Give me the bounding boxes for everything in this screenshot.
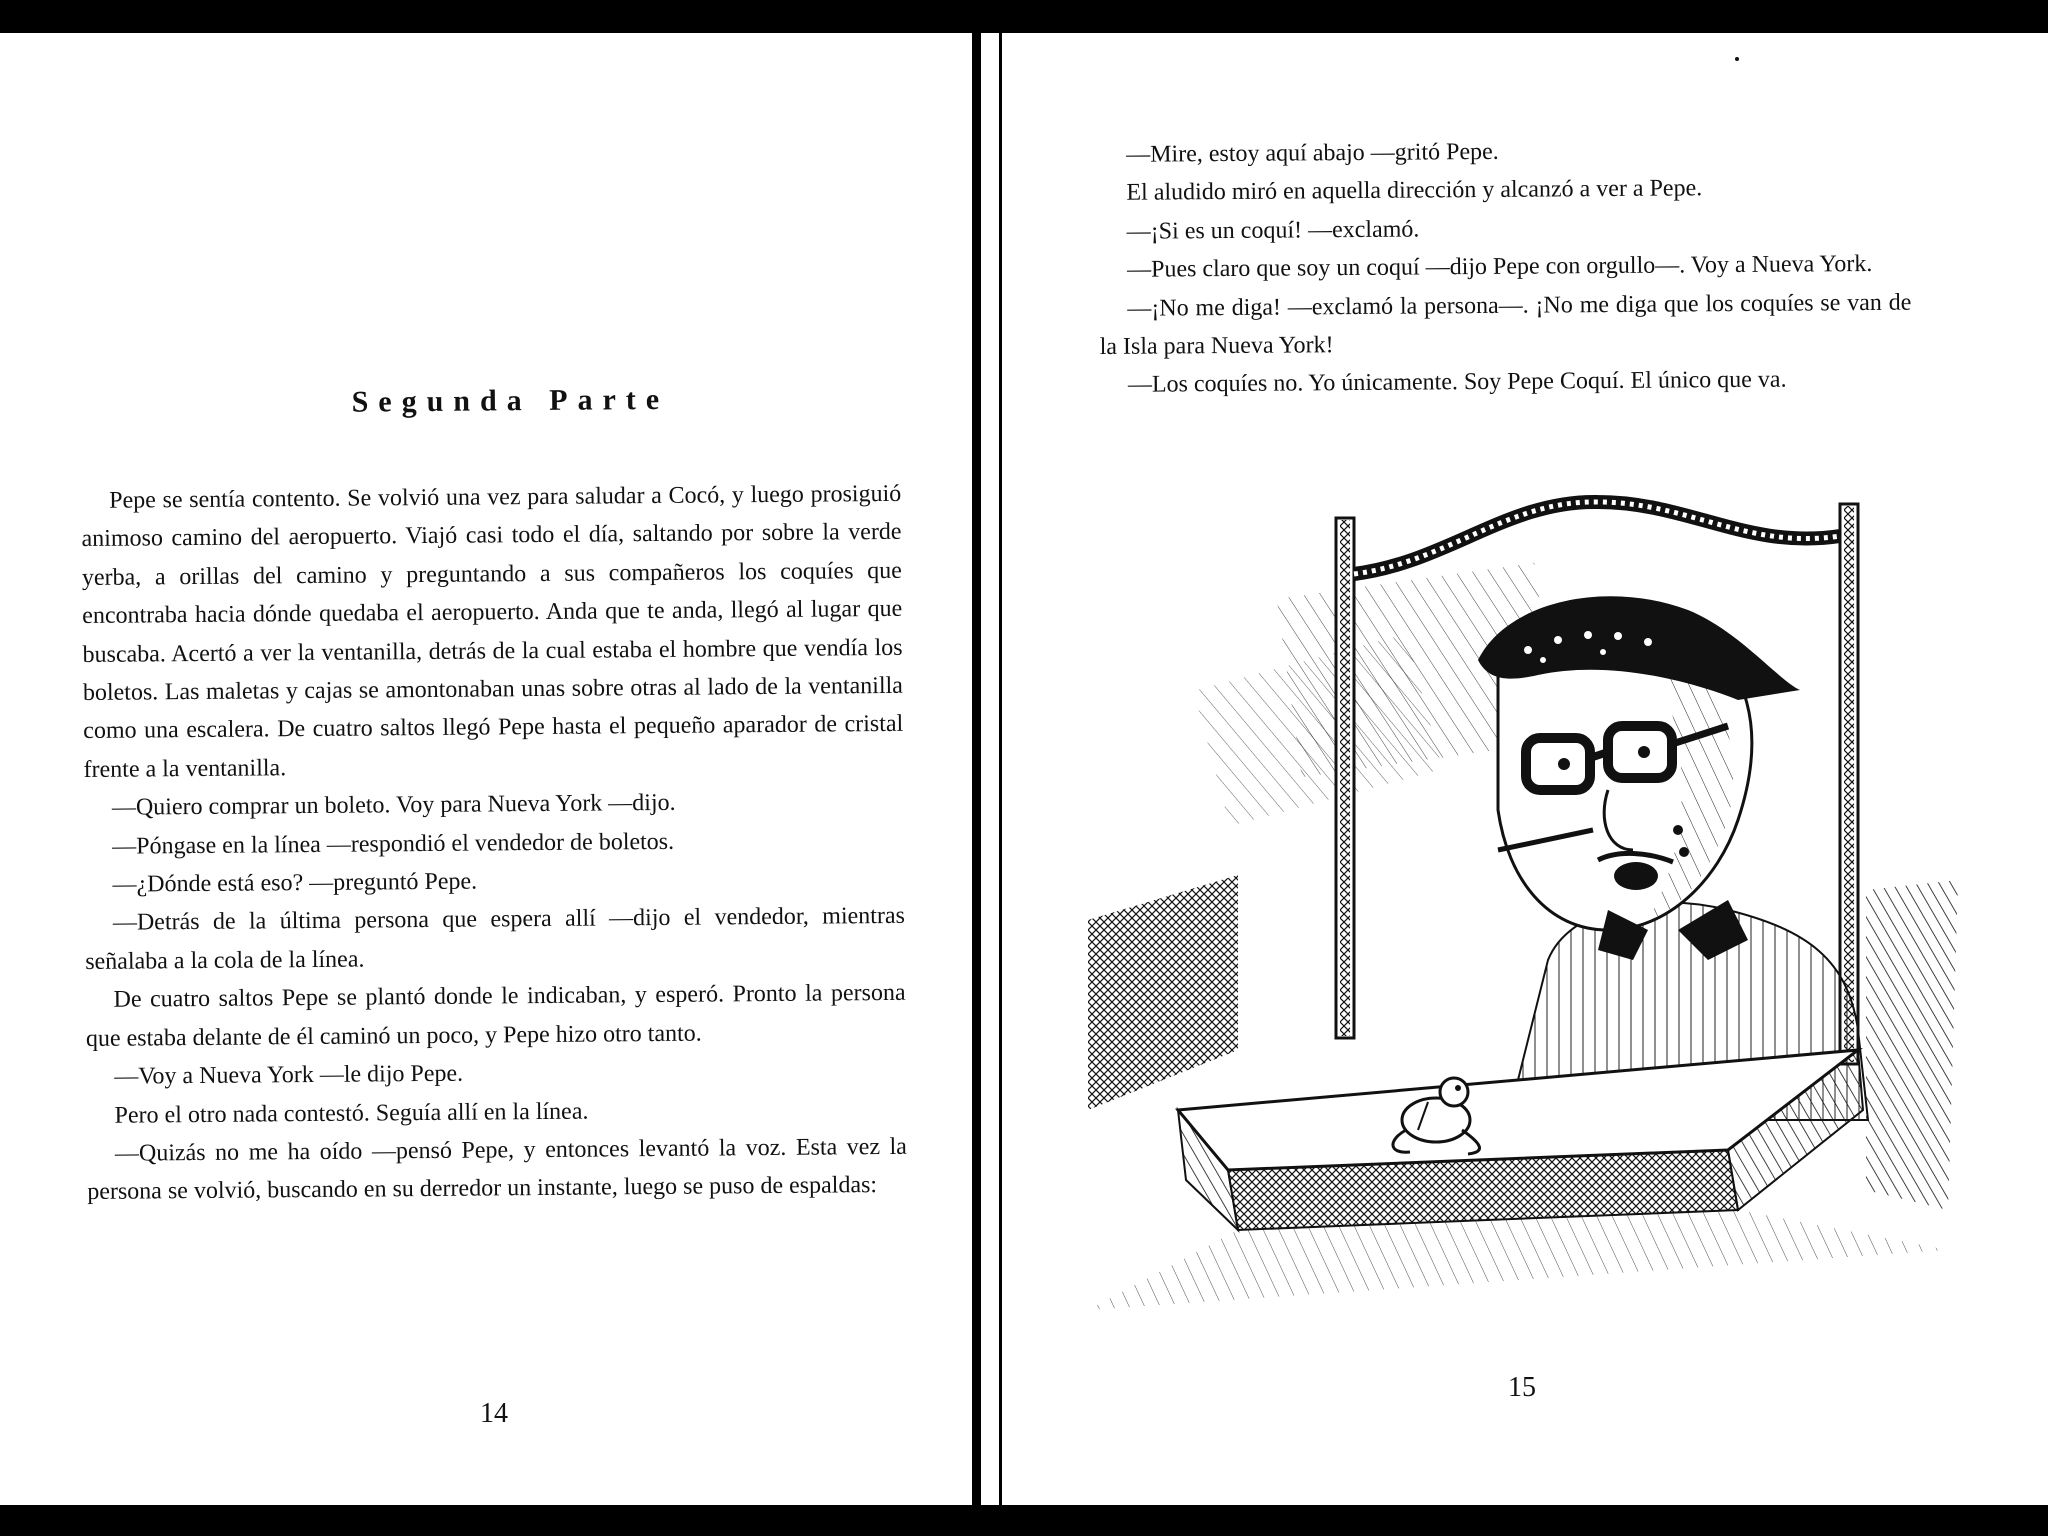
bottom-scan-border — [0, 1505, 2048, 1536]
ink-speck — [1735, 57, 1739, 61]
page-number-right: 15 — [1508, 1372, 1536, 1403]
paragraph: —¿Dónde está eso? —preguntó Pepe. — [112, 868, 478, 898]
glass-counter — [1088, 1050, 1948, 1310]
book-gutter-edge — [999, 33, 1002, 1505]
part-title: Segunda Parte — [351, 382, 670, 419]
right-wall-shading — [1866, 880, 1958, 1210]
paragraph: El aludido miró en aquella dirección y alcanzó a ver a Pepe. — [1126, 175, 1703, 207]
paragraph: —Detrás de la última persona que espera allí —dijo el vendedor, mientras señalaba a la cola de la línea. — [85, 903, 905, 975]
paragraph: —¡Si es un coquí! —exclamó. — [1126, 216, 1420, 245]
right-page — [1098, 130, 1912, 405]
top-scan-border — [0, 0, 2048, 33]
page-number-left: 14 — [480, 1398, 508, 1429]
paragraph: —Los coquíes no. Yo únicamente. Soy Pepe Coquí. El único que va. — [1127, 367, 1787, 399]
paragraph: —Quiero comprar un boleto. Voy para Nueva York —dijo. — [111, 790, 676, 821]
ticket-window-illustration — [1088, 490, 1968, 1360]
top-rail — [1354, 502, 1840, 574]
paragraph: —Mire, estoy aquí abajo —gritó Pepe. — [1126, 138, 1499, 168]
paragraph: —Voy a Nueva York —le dijo Pepe. — [114, 1060, 464, 1090]
paragraph: —¡No me diga! —exclamó la persona—. ¡No me diga que los coquíes se van de la Isla para Nueva York! — [1099, 289, 1912, 361]
paragraph: Pero el otro nada contestó. Seguía allí en la línea. — [114, 1098, 589, 1129]
left-wall-shading — [1088, 875, 1238, 1110]
book-gutter — [972, 33, 981, 1505]
paragraph: —Quizás no me ha oído —pensó Pepe, y entonces levantó la voz. Esta vez la persona se volvió, buscando en su derredor un instante, luego se puso de espaldas: — [87, 1133, 908, 1206]
paragraph: —Póngase en la línea —respondió el vendedor de boletos. — [112, 828, 675, 860]
ticket-seller — [1478, 596, 1868, 1120]
paragraph: —Pues claro que soy un coquí —dijo Pepe con orgullo—. Voy a Nueva York. — [1126, 251, 1873, 283]
paragraph: Pepe se sentía contento. Se volvió una vez para saludar a Cocó, y luego prosiguió animoso camino del aeropuerto. Viajó casi todo el día, saltando por sobre la verde yerba, a orillas del camino y preguntando a sus compañeros los coquíes que encontraba hacia dónde quedaba el aeropuerto. Anda que te anda, llegó al lugar que buscaba. Acertó a ver la ventanilla, detrás de la cual estaba el hombre que vendía los boletos. Las maletas y cajas se amontonaban unas sobre otras al lado de la ventanilla como una escalera. De cuatro saltos llegó Pepe hasta el pequeño aparador de cristal frente a la ventanilla. — [81, 480, 904, 783]
paragraph: De cuatro saltos Pepe se plantó donde le indicaban, y esperó. Pronto la persona que estaba delante de él caminó un poco, y Pepe hizo otro tanto. — [85, 980, 906, 1052]
left-page — [80, 353, 907, 1212]
